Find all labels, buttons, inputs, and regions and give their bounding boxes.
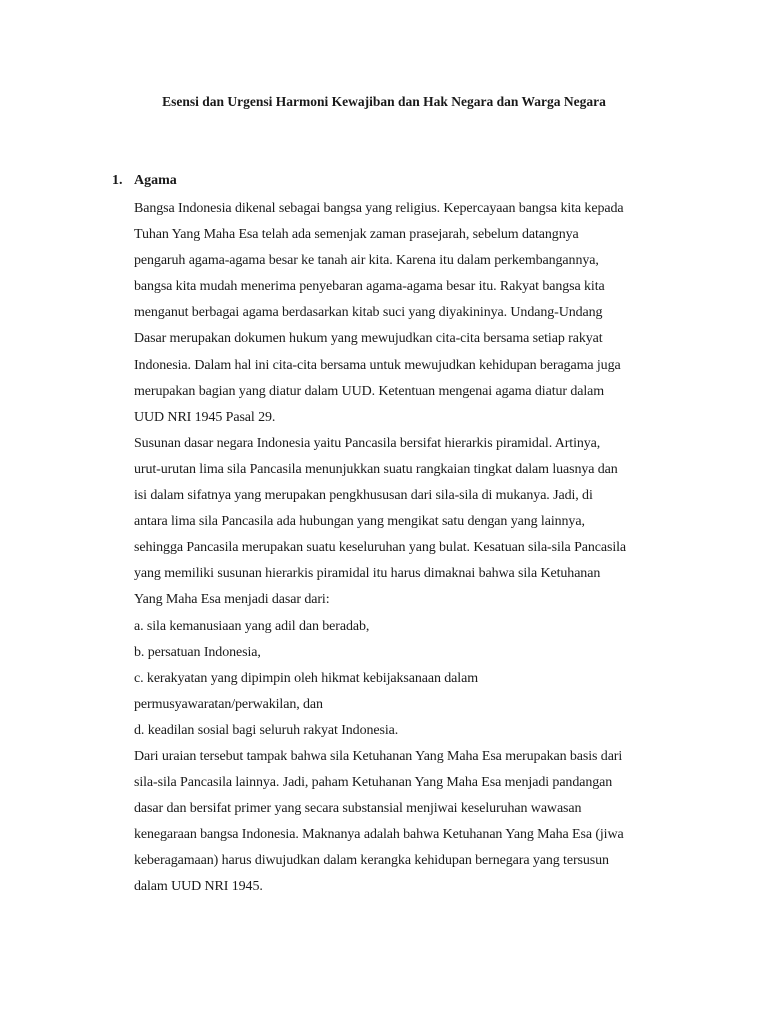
text-line: Dasar merupakan dokumen hukum yang mewujudkan cita-cita bersama setiap rakyat: [134, 331, 603, 347]
text-line: Dari uraian tersebut tampak bahwa sila Ketuhanan Yang Maha Esa merupakan basis dari: [134, 748, 623, 764]
text-line: bangsa kita mudah menerima penyebaran agama-agama besar itu. Rakyat bangsa kita: [134, 279, 605, 295]
text-line: dasar dan bersifat primer yang secara substansial menjiwai keseluruhan wawasan: [134, 801, 582, 817]
text-line: menganut berbagai agama berdasarkan kitab suci yang diyakininya. Undang-Undang: [134, 305, 603, 321]
text-line: dalam UUD NRI 1945.: [134, 879, 263, 895]
text-line: yang memiliki susunan hierarkis piramidal itu harus dimaknai bahwa sila Ketuhanan: [134, 566, 601, 582]
section-heading-text: Agama: [134, 173, 177, 188]
section-number: 1.: [112, 173, 123, 188]
text-line: keberagamaan) harus diwujudkan dalam kerangka kehidupan bernegara yang tersusun: [134, 853, 609, 869]
text-line: Tuhan Yang Maha Esa telah ada semenjak zaman prasejarah, sebelum datangnya: [134, 227, 579, 243]
text-line: Indonesia. Dalam hal ini cita-cita bersama untuk mewujudkan kehidupan beragama juga: [134, 357, 621, 373]
list-item: b. persatuan Indonesia,: [134, 644, 261, 660]
text-line: antara lima sila Pancasila ada hubungan yang mengikat satu dengan yang lainnya,: [134, 514, 585, 530]
text-line: kenegaraan bangsa Indonesia. Maknanya adalah bahwa Ketuhanan Yang Maha Esa (jiwa: [134, 827, 624, 843]
list-item: c. kerakyatan yang dipimpin oleh hikmat kebijaksanaan dalam: [134, 670, 478, 686]
text-line: sehingga Pancasila merupakan suatu keseluruhan yang bulat. Kesatuan sila-sila Pancasila: [134, 540, 627, 556]
text-line: Yang Maha Esa menjadi dasar dari:: [134, 592, 330, 608]
text-line: sila-sila Pancasila lainnya. Jadi, paham Ketuhanan Yang Maha Esa menjadi pandangan: [134, 775, 613, 791]
list-item: a. sila kemanusiaan yang adil dan beradab,: [134, 618, 370, 634]
list-item: d. keadilan sosial bagi seluruh rakyat Indonesia.: [134, 722, 399, 738]
text-line: isi dalam sifatnya yang merupakan pengkhususan dari sila-sila di mukanya. Jadi, di: [134, 488, 593, 504]
text-line: Bangsa Indonesia dikenal sebagai bangsa yang religius. Kepercayaan bangsa kita kepada: [134, 201, 624, 216]
text-line: UUD NRI 1945 Pasal 29.: [134, 409, 276, 425]
text-line: merupakan bagian yang diatur dalam UUD. Ketentuan mengenai agama diatur dalam: [134, 383, 605, 399]
document-title: Esensi dan Urgensi Harmoni Kewajiban dan Hak Negara dan Warga Negara: [162, 94, 606, 109]
text-line: Susunan dasar negara Indonesia yaitu Pancasila bersifat hierarkis piramidal. Artinya,: [134, 435, 601, 451]
text-line: urut-urutan lima sila Pancasila menunjukkan suatu rangkaian tingkat dalam luasnya dan: [134, 461, 618, 477]
text-line: pengaruh agama-agama besar ke tanah air kita. Karena itu dalam perkembangannya,: [134, 253, 599, 269]
section-heading: [112, 171, 177, 191]
body-text: [134, 196, 654, 901]
list-item-continuation: permusyawaratan/perwakilan, dan: [134, 696, 323, 712]
